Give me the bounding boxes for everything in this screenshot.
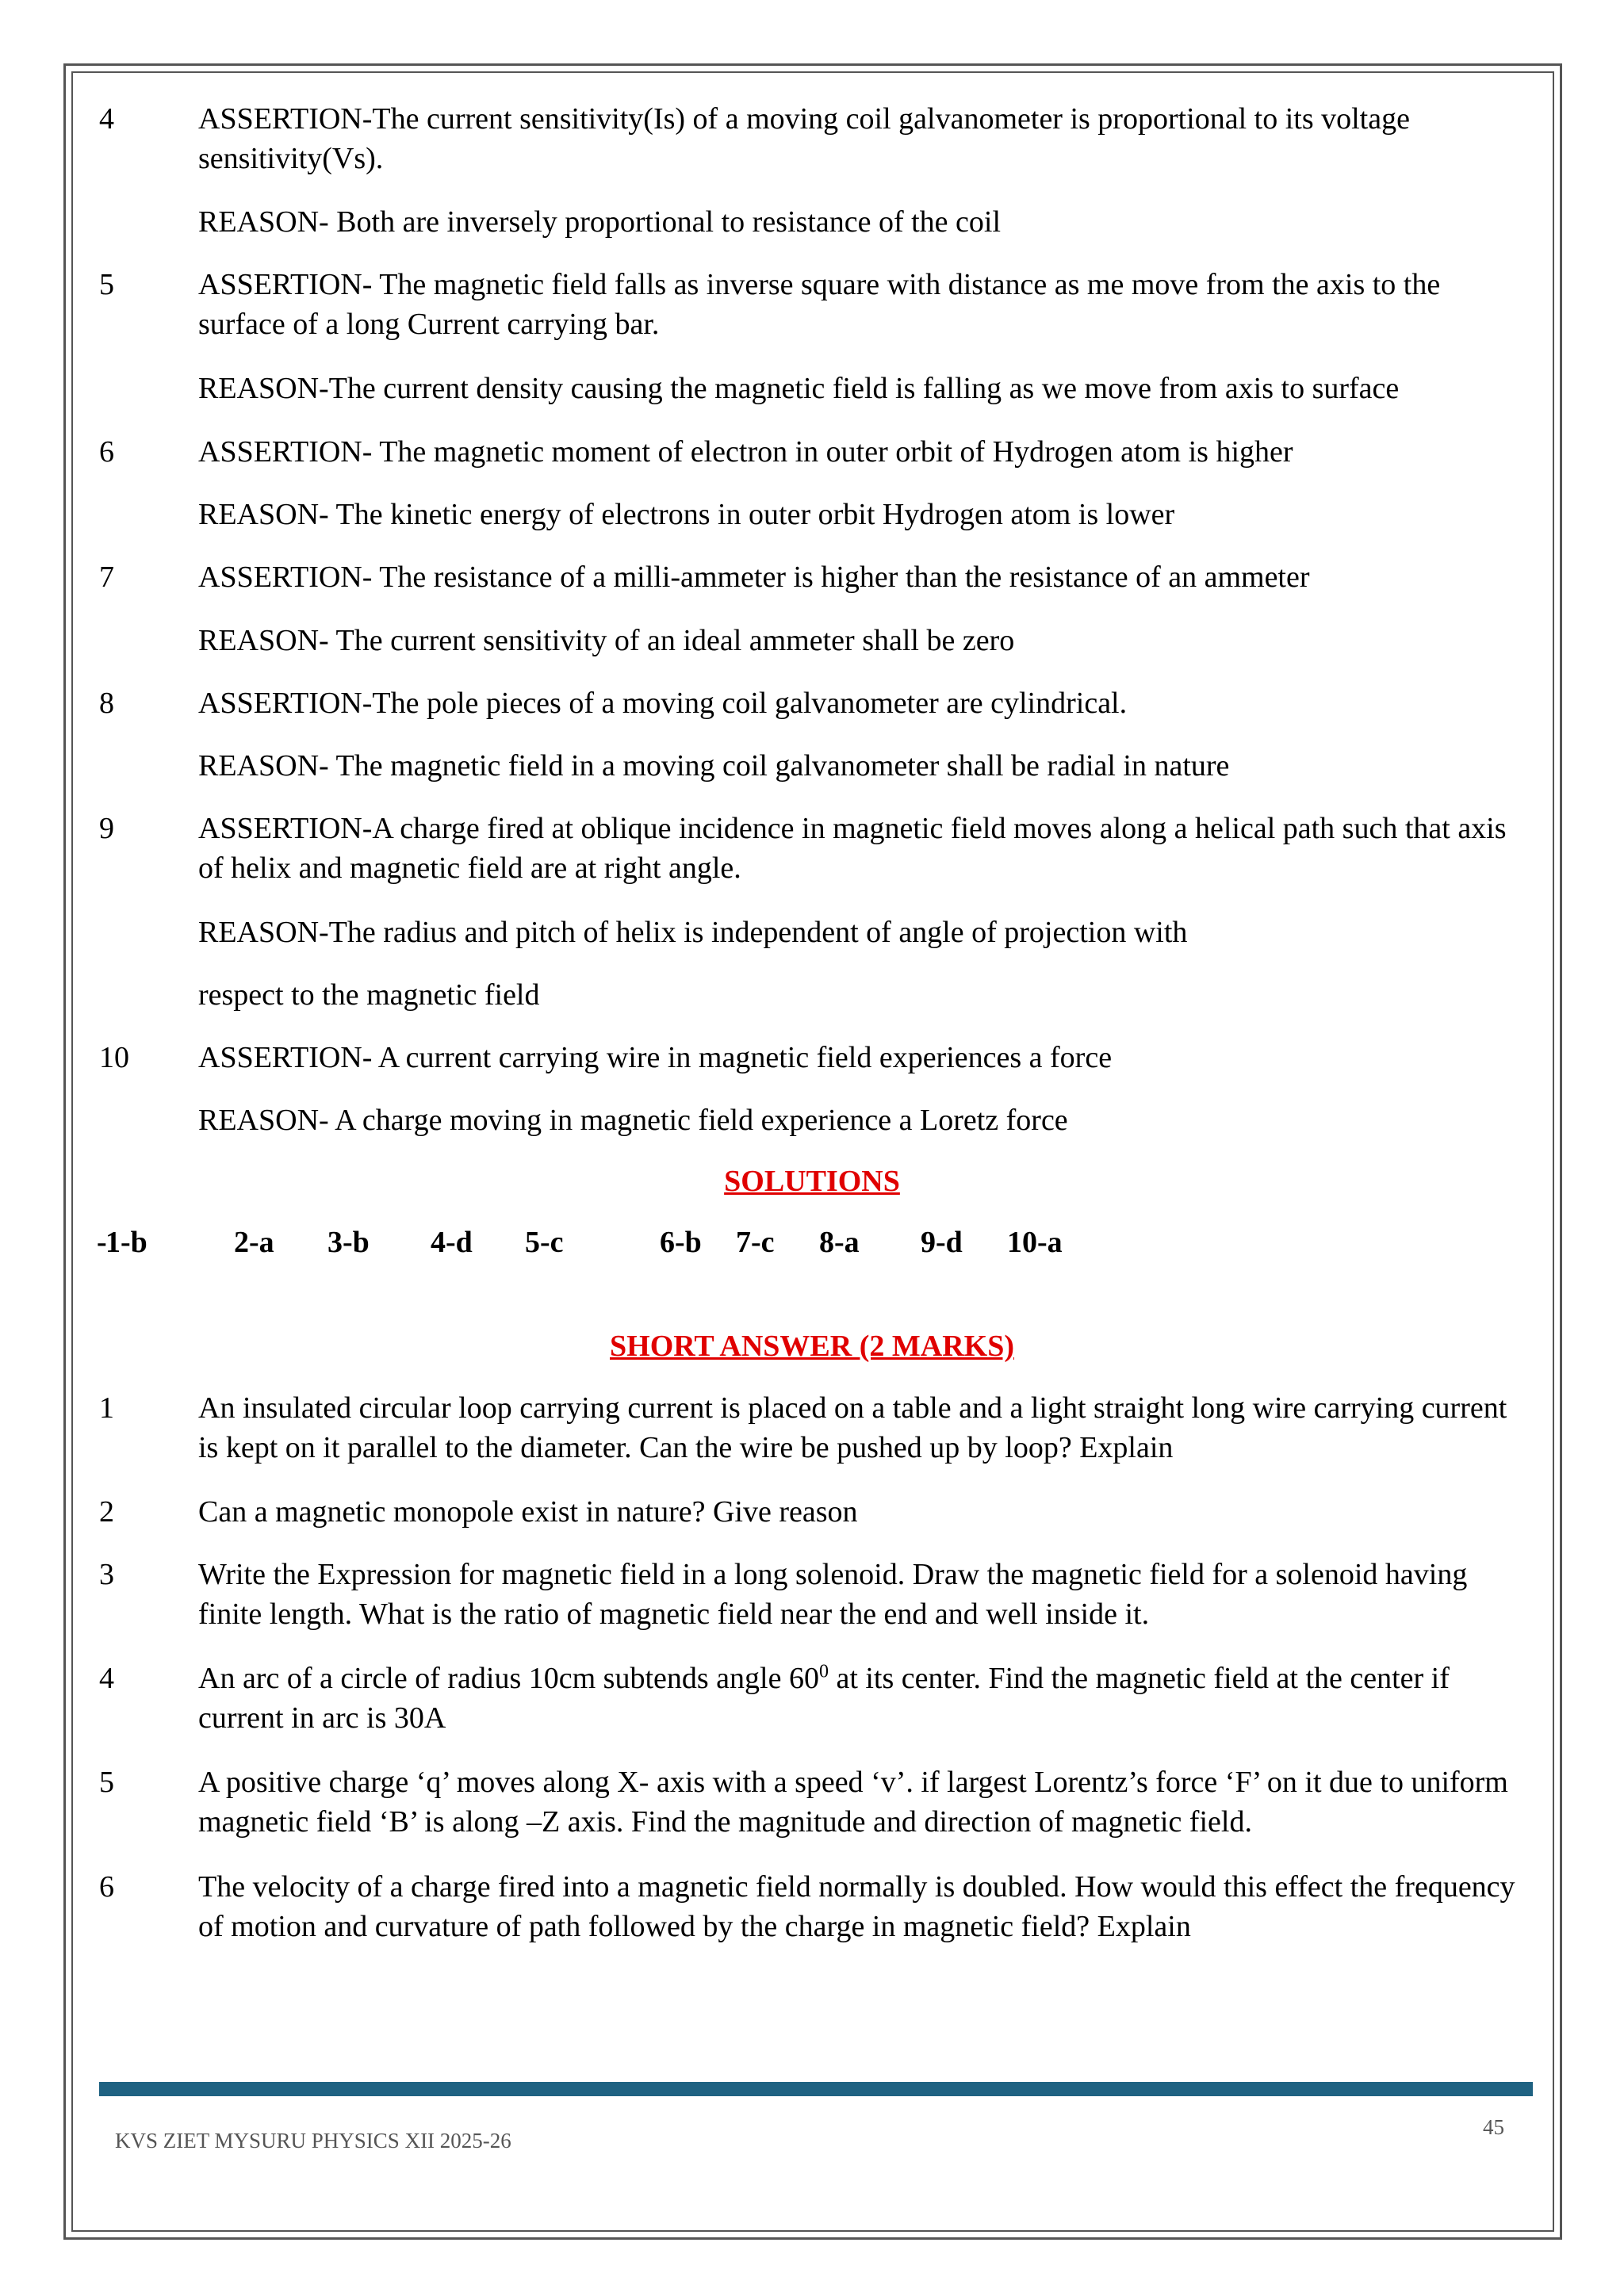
answer-item: 4-d — [431, 1226, 473, 1259]
answer-key — [0, 1223, 1624, 1262]
question-item — [99, 1388, 1526, 1468]
answer-item: 5-c — [525, 1226, 564, 1259]
question-text: Can a magnetic monopole exist in nature? Give reason — [198, 1495, 858, 1529]
assertion-text: ASSERTION- The resistance of a milli-ammeter is higher than the resistance of an ammeter — [198, 561, 1310, 594]
reason-text: REASON-The current density causing the magnetic field is falling as we move from axis to surface — [198, 372, 1400, 405]
reason-text: REASON-The radius and pitch of helix is independent of angle of projection with — [198, 916, 1188, 949]
question-number: 3 — [99, 1558, 114, 1591]
question-number: 6 — [99, 1870, 114, 1904]
question-item — [99, 1492, 1526, 1532]
reason-text: REASON- The kinetic energy of electrons in outer orbit Hydrogen atom is lower — [198, 498, 1175, 531]
question-number: 2 — [99, 1495, 114, 1529]
question-item — [99, 809, 1526, 888]
answer-bullet: - — [97, 1226, 107, 1259]
question-number: 10 — [99, 1041, 129, 1074]
question-item — [99, 432, 1526, 472]
question-item — [99, 1867, 1526, 1946]
footer-text: KVS ZIET MYSURU PHYSICS XII 2025-26 — [115, 2129, 511, 2152]
reason-text: REASON- The magnetic field in a moving coil galvanometer shall be radial in nature — [198, 749, 1230, 783]
question-number: 8 — [99, 687, 114, 720]
answer-item: 6-b — [660, 1226, 702, 1259]
question-text-part: at its center. Find the magnetic field at the center if current in arc is 30A — [198, 1662, 1450, 1735]
answer-item: 10-a — [1007, 1226, 1063, 1259]
question-item — [99, 1762, 1526, 1842]
question-item — [99, 99, 1526, 178]
reason-text-continued: respect to the magnetic field — [198, 978, 540, 1012]
assertion-text: ASSERTION- The magnetic field falls as inverse square with distance as me move from the axis to the surface of a long Current carrying bar. — [198, 268, 1441, 341]
question-text: An insulated circular loop carrying current is placed on a table and a light straight long wire carrying current is kept on it parallel to the diameter. Can the wire be pushed up by loop? Explain — [198, 1391, 1507, 1464]
assertion-text: ASSERTION- The magnetic moment of electron in outer orbit of Hydrogen atom is higher — [198, 435, 1293, 469]
question-text: A positive charge ‘q’ moves along X- axis with a speed ‘v’. if largest Lorentz’s force ‘F’ on it due to uniform magnetic field ‘B’ is along –Z axis. Find the magnitude and direction of magnetic field. — [198, 1766, 1508, 1839]
assertion-text: ASSERTION-The pole pieces of a moving coil galvanometer are cylindrical. — [198, 687, 1128, 720]
reason-text: REASON- A charge moving in magnetic field experience a Loretz force — [198, 1104, 1068, 1137]
question-text — [198, 1659, 1526, 1738]
question-number: 4 — [99, 102, 114, 136]
question-number: 4 — [99, 1662, 114, 1695]
question-number: 7 — [99, 561, 114, 594]
short-answer-heading: SHORT ANSWER (2 MARKS) — [610, 1330, 1014, 1363]
question-item — [99, 683, 1526, 723]
question-item — [99, 1659, 1526, 1738]
question-text-part: An arc of a circle of radius 10cm subtends angle 60 — [198, 1662, 819, 1695]
answer-item: 8-a — [819, 1226, 860, 1259]
question-item — [99, 557, 1526, 597]
question-number: 6 — [99, 435, 114, 469]
footer-divider-bar — [99, 2082, 1533, 2096]
question-text: The velocity of a charge fired into a magnetic field normally is doubled. How would this effect the frequency of motion and curvature of path followed by the charge in magnetic field? Explain — [198, 1870, 1515, 1943]
question-text: Write the Expression for magnetic field in a long solenoid. Draw the magnetic field for a solenoid having finite length. What is the ratio of magnetic field near the end and well inside it. — [198, 1558, 1468, 1631]
question-item — [99, 1038, 1526, 1077]
answer-item: 1-b — [105, 1226, 147, 1259]
answer-item: 9-d — [921, 1226, 963, 1259]
question-number: 9 — [99, 812, 114, 845]
page-number: 45 — [1483, 2115, 1504, 2139]
answer-item: 2-a — [234, 1226, 274, 1259]
assertion-text: ASSERTION-A charge fired at oblique incidence in magnetic field moves along a helical path such that axis of helix and magnetic field are at right angle. — [198, 812, 1507, 885]
question-number: 1 — [99, 1391, 114, 1425]
reason-text: REASON- Both are inversely proportional to resistance of the coil — [198, 205, 1002, 239]
assertion-text: ASSERTION- A current carrying wire in magnetic field experiences a force — [198, 1041, 1113, 1074]
reason-text: REASON- The current sensitivity of an ideal ammeter shall be zero — [198, 624, 1015, 657]
question-number: 5 — [99, 268, 114, 301]
answer-item: 3-b — [327, 1226, 370, 1259]
question-number: 5 — [99, 1766, 114, 1799]
question-item — [99, 1555, 1526, 1634]
assertion-text: ASSERTION-The current sensitivity(Is) of a moving coil galvanometer is proportional to its voltage sensitivity(Vs). — [198, 102, 1410, 175]
answer-item: 7-c — [736, 1226, 775, 1259]
question-item — [99, 265, 1526, 344]
degree-superscript: 0 — [818, 1661, 829, 1682]
solutions-heading: SOLUTIONS — [724, 1165, 900, 1198]
